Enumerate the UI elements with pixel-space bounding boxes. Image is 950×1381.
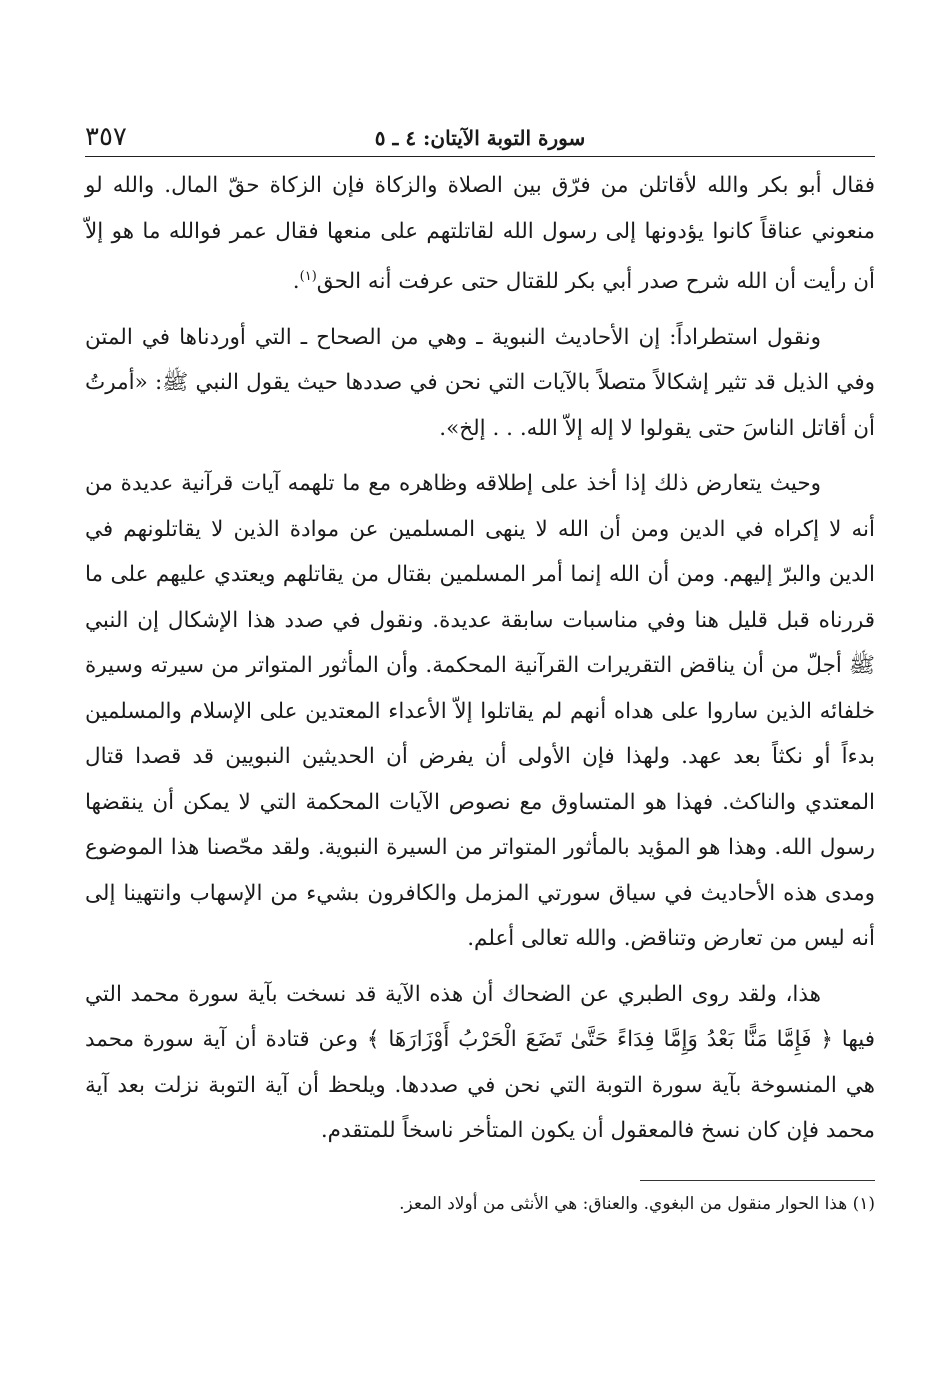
footnote-divider: [640, 1180, 875, 1181]
paragraph-1-text: فقال أبو بكر والله لأقاتلن من فرّق بين الصلاة والزكاة فإن الزكاة حقّ المال. والله لو منعوني عناقاً كانوا يؤدونها إلى رسول الله لقاتلتهم على منعها فقال عمر فوالله ما هو إلاّ أن رأيت أن الله شرح صدر أبي بكر للقتال حتى عرفت أنه الحق: [85, 173, 875, 295]
paragraph-2: ونقول استطراداً: إن الأحاديث النبوية ـ وهي من الصحاح ـ التي أوردناها في المتن وفي الذيل قد تثير إشكالاً متصلاً بالآيات التي نحن في صددها حيث يقول النبي ﷺ: «أمرتُ أن أقاتل الناسَ حتى يقولوا لا إله إلاّ الله. . . إلخ».: [85, 324, 875, 441]
paragraph-gap: [85, 962, 875, 972]
paragraph-gap: [85, 451, 875, 461]
paragraph-1: [85, 163, 875, 305]
paragraph-3: وحيث يتعارض ذلك إذا أخذ على إطلاقه وظاهره مع ما تلهمه آيات قرآنية عديدة من أنه لا إكراه في الدين ومن أن الله لا ينهى المسلمين عن موادة الذين لا يقاتلونهم في الدين والبرّ إليهم. ومن أن الله إنما أمر المسلمين بقتال من يقاتلهم ويعتدي عليهم على ما قررناه قبل قليل هنا وفي مناسبات سابقة عديدة. ونقول في صدد هذا الإشكال إن النبي ﷺ أجلّ من أن يناقض التقريرات القرآنية المحكمة. وأن المأثور المتواتر من سيرته وسيرة خلفائه الذين ساروا على هداه أنهم لم يقاتلوا إلاّ الأعداء المعتدين على الإسلام والمسلمين بدءاً أو نكثاً بعد عهد. ولهذا فإن الأولى أن يفرض أن الحديثين النبويين قد قصدا قتال المعتدي والناكث. فهذا هو المتساوق مع نصوص الآيات المحكمة التي لا يمكن أن ينقضها رسول الله. وهذا هو المؤيد بالمأثور المتواتر من السيرة النبوية. ولقد محّصنا هذا الموضوع ومدى هذه الأحاديث في سياق سورتي المزمل والكافرون بشيء من الإسهاب وانتهينا إلى أنه ليس من تعارض وتناقض. والله تعالى أعلم.: [85, 471, 875, 952]
body-text: [85, 163, 875, 1154]
running-header: [85, 112, 875, 157]
page-number: ٣٥٧: [85, 122, 127, 152]
header-title: سورة التوبة الآيتان: ٤ ـ ٥: [374, 126, 586, 150]
paragraph-4: هذا، ولقد روى الطبري عن الضحاك أن هذه الآية قد نسخت بآية سورة محمد التي فيها ﴿ فَإِمَّا مَنًّا بَعْدُ وَإِمَّا فِدَاءً حَتَّىٰ تَضَعَ الْحَرْبُ أَوْزَارَهَا ﴾ وعن قتادة أن آية سورة محمد هي المنسوخة بآية سورة التوبة التي نحن في صددها. ويلحظ أن آية التوبة نزلت بعد آية محمد فإن كان نسخ فالمعقول أن يكون المتأخر ناسخاً للمتقدم.: [85, 981, 875, 1144]
paragraph-1-end: .: [292, 269, 300, 295]
book-page: [85, 112, 875, 1219]
paragraph-gap: [85, 305, 875, 315]
footnote-reference: (١): [299, 269, 317, 284]
footnote: (١) هذا الحوار منقول من البغوي. والعناق: هي الأنثى من أولاد المعز.: [399, 1193, 875, 1214]
